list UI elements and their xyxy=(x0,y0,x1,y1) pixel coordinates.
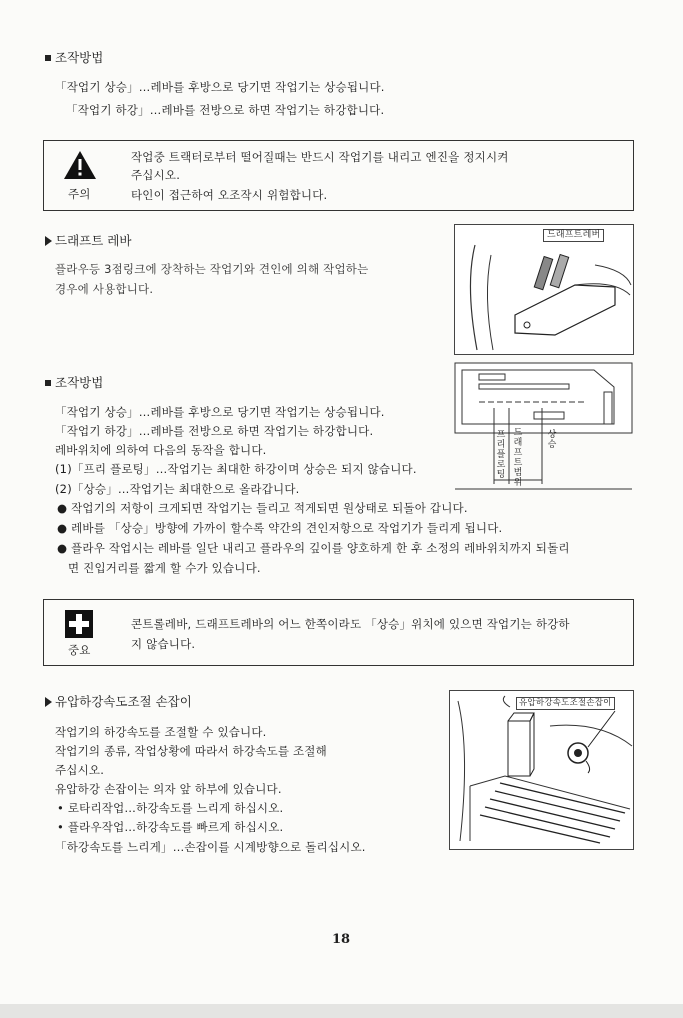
hydraulic-heading xyxy=(45,694,192,709)
section2-bullet-3-text: 플라우 작업시는 레바를 일단 내리고 플라우의 깊이를 양호하게 한 후 소정의 레바위치까지 되돌리 xyxy=(71,541,570,555)
hydraulic-line-7: 「하강속도를 느리게」…손잡이를 시계방향으로 돌리십시오. xyxy=(55,840,366,854)
section1-heading-text: 조작방법 xyxy=(55,50,104,65)
section2-line-3: 레바위치에 의하여 다음의 동작을 합니다. xyxy=(55,443,267,457)
section2-line-4: (1)「프리 플로팅」…작업기는 최대한 하강이며 상승은 되지 않습니다. xyxy=(55,462,417,476)
section1-line-1: 「작업기 상승」…레바를 후방으로 당기면 작업기는 상승됩니다. xyxy=(55,80,385,94)
draft-range-label: 드래프트범위 xyxy=(513,428,523,488)
caution-line-1: 작업중 트랙터로부터 떨어질때는 반드시 작업기를 내리고 엔진을 정지시켜 xyxy=(131,150,509,164)
draft-heading xyxy=(45,233,131,248)
draft-heading-text: 드래프트 레바 xyxy=(55,233,132,248)
triangle-bullet-icon xyxy=(45,697,52,707)
hydraulic-heading-text: 유압하강속도조절 손잡이 xyxy=(55,694,192,709)
raise-label: 상승 xyxy=(547,430,557,450)
draft-line-1: 플라우등 3점링크에 장착하는 작업기와 견인에 의해 작업하는 xyxy=(55,262,369,276)
section2-bullet-3-cont: 면 진입거리를 짧게 할 수가 있습니다. xyxy=(68,561,261,575)
hydraulic-line-2: 작업기의 종류, 작업상황에 따라서 하강속도를 조절해 xyxy=(55,744,327,758)
hydraulic-knob-drawing xyxy=(450,691,633,849)
section1-line-2: 「작업기 하강」…레바를 전방으로 하면 작업기는 하강합니다. xyxy=(66,103,385,117)
important-box xyxy=(43,599,634,666)
hydraulic-line-3: 주십시오. xyxy=(55,763,105,777)
triangle-bullet-icon xyxy=(45,236,52,246)
warning-icon xyxy=(63,150,97,180)
section2-line-5: (2)「상승」…작업기는 최대한으로 올라갑니다. xyxy=(55,482,300,496)
square-bullet-icon xyxy=(45,380,51,386)
draft-lever-figure xyxy=(454,224,634,355)
section2-bullet-3: ● 플라우 작업시는 레바를 일단 내리고 플라우의 깊이를 양호하게 한 후 소정의 레바위치까지 되돌리 xyxy=(57,541,570,555)
draft-line-2: 경우에 사용합니다. xyxy=(55,282,154,296)
lever-panel-drawing xyxy=(454,362,634,490)
hydraulic-line-1: 작업기의 하강속도를 조절할 수 있습니다. xyxy=(55,725,267,739)
lever-position-figure xyxy=(454,362,634,490)
section2-bullet-2: ● 레바를 「상승」방향에 가까이 할수록 약간의 견인저항으로 작업기가 들리게 됩니다. xyxy=(57,521,503,535)
important-label: 중요 xyxy=(68,643,91,657)
section2-bullet-1: ● 작업기의 저항이 크게되면 작업기는 들리고 적게되면 원상태로 되돌아 갑니다. xyxy=(57,501,468,515)
square-bullet-icon xyxy=(45,55,51,61)
hydraulic-line-5: • 로타리작업…하강속도를 느리게 하십시오. xyxy=(57,801,284,815)
section2-heading xyxy=(45,375,103,390)
caution-line-3: 타인이 접근하여 오조작시 위험합니다. xyxy=(131,188,328,202)
caution-line-2: 주십시오. xyxy=(131,168,181,182)
section2-line-2: 「작업기 하강」…레바를 전방으로 하면 작업기는 하강합니다. xyxy=(55,424,374,438)
draft-lever-drawing xyxy=(455,225,633,354)
section2-line-1: 「작업기 상승」…레바를 후방으로 당기면 작업기는 상승됩니다. xyxy=(55,405,385,419)
section2-bullet-1-text: 작업기의 저항이 크게되면 작업기는 들리고 적게되면 원상태로 되돌아 갑니다. xyxy=(71,501,468,515)
hydraulic-knob-figure xyxy=(449,690,634,850)
important-icon xyxy=(65,610,93,638)
section2-heading-text: 조작방법 xyxy=(55,375,104,390)
hydraulic-figure-label: 유압하강속도조절손잡이 xyxy=(516,697,615,710)
scan-edge xyxy=(0,1004,683,1018)
caution-box xyxy=(43,140,634,211)
important-line-2: 지 않습니다. xyxy=(131,637,196,651)
draft-figure-label: 드래프트레버 xyxy=(543,229,604,242)
free-floating-label: 프리플로팅 xyxy=(496,430,506,480)
page-number: 18 xyxy=(332,932,351,947)
hydraulic-line-6: • 플라우작업…하강속도를 빠르게 하십시오. xyxy=(57,820,284,834)
hydraulic-line-4: 유압하강 손잡이는 의자 앞 하부에 있습니다. xyxy=(55,782,282,796)
section2-bullet-2-text: 레바를 「상승」방향에 가까이 할수록 약간의 견인저항으로 작업기가 들리게 됩니다. xyxy=(71,521,503,535)
section1-heading xyxy=(45,50,103,65)
important-line-1: 콘트롤레바, 드래프트레바의 어느 한쪽이라도 「상승」위치에 있으면 작업기는 하강하 xyxy=(131,617,570,631)
caution-label: 주의 xyxy=(68,187,91,201)
